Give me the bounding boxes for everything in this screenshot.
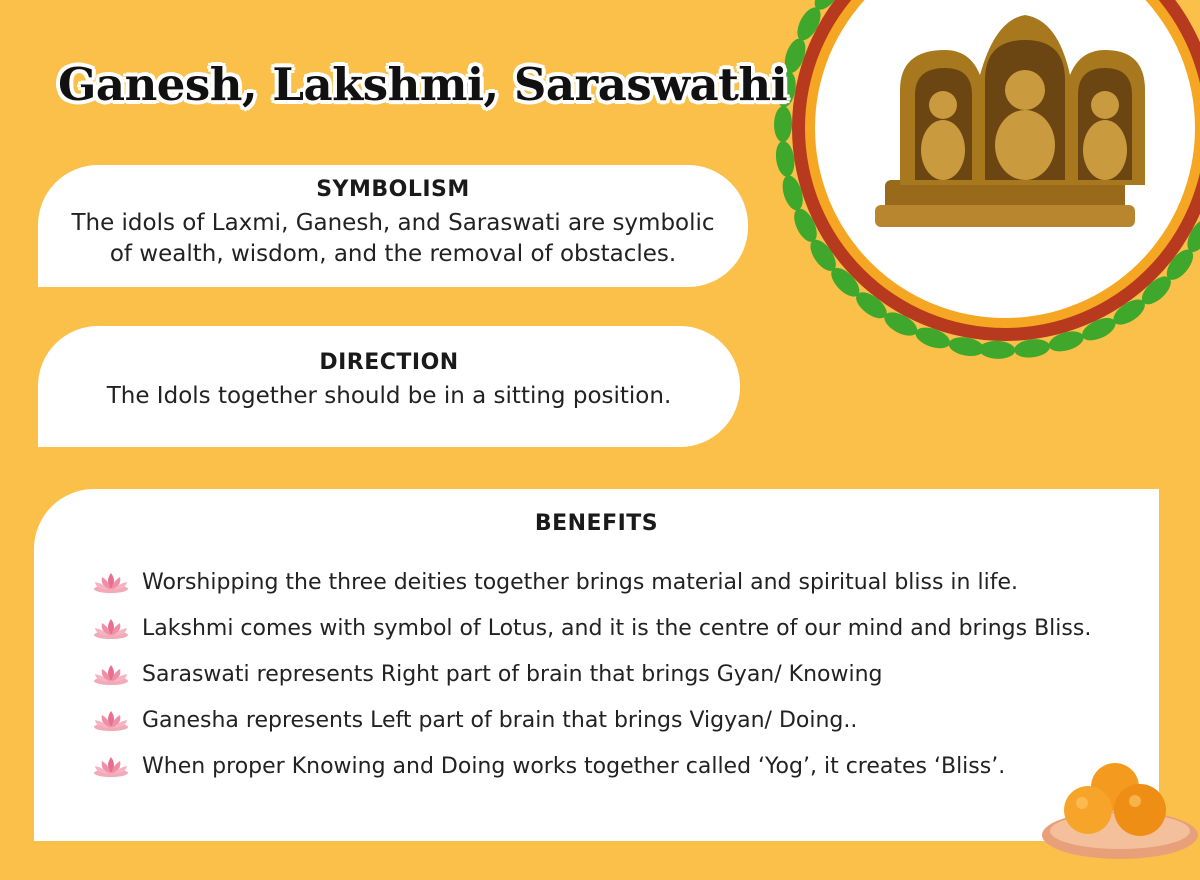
symbolism-text <box>38 208 748 270</box>
leaf <box>979 340 1016 359</box>
lotus-icon <box>92 708 130 732</box>
lotus-icon <box>92 754 130 778</box>
leaf <box>1013 337 1051 359</box>
symbolism-heading: SYMBOLISM <box>316 177 470 202</box>
benefits-card <box>34 489 1159 841</box>
list-item: Saraswati represents Right part of brain that brings Gyan/ Knowing <box>92 651 1091 697</box>
symbolism-line-2: of wealth, wisdom, and the removal of obstacles. <box>109 241 677 267</box>
benefits-heading: BENEFITS <box>534 511 659 536</box>
direction-heading: DIRECTION <box>319 350 459 375</box>
lotus-icon <box>92 662 130 686</box>
list-item: Ganesha represents Left part of brain that brings Vigyan/ Doing.. <box>92 697 1091 743</box>
idol-medallion <box>740 0 1200 400</box>
direction-card <box>38 326 740 447</box>
laddoo-image <box>1040 755 1200 865</box>
list-item: Lakshmi comes with symbol of Lotus, and it is the centre of our mind and brings Bliss. <box>92 605 1091 651</box>
list-item: When proper Knowing and Doing works together called ‘Yog’, it creates ‘Bliss’. <box>92 743 1091 789</box>
symbolism-card <box>38 165 748 287</box>
benefits-list <box>92 559 1091 789</box>
direction-text: The Idols together should be in a sitting position. <box>106 383 672 409</box>
page-title: Ganesh, Lakshmi, Saraswathi <box>58 58 788 111</box>
list-item: Worshipping the three deities together brings material and spiritual bliss in life. <box>92 559 1091 605</box>
symbolism-line-1: The idols of Laxmi, Ganesh, and Saraswati are symbolic <box>71 210 715 236</box>
lotus-icon <box>92 616 130 640</box>
leaf <box>774 106 793 142</box>
lotus-icon <box>92 570 130 594</box>
